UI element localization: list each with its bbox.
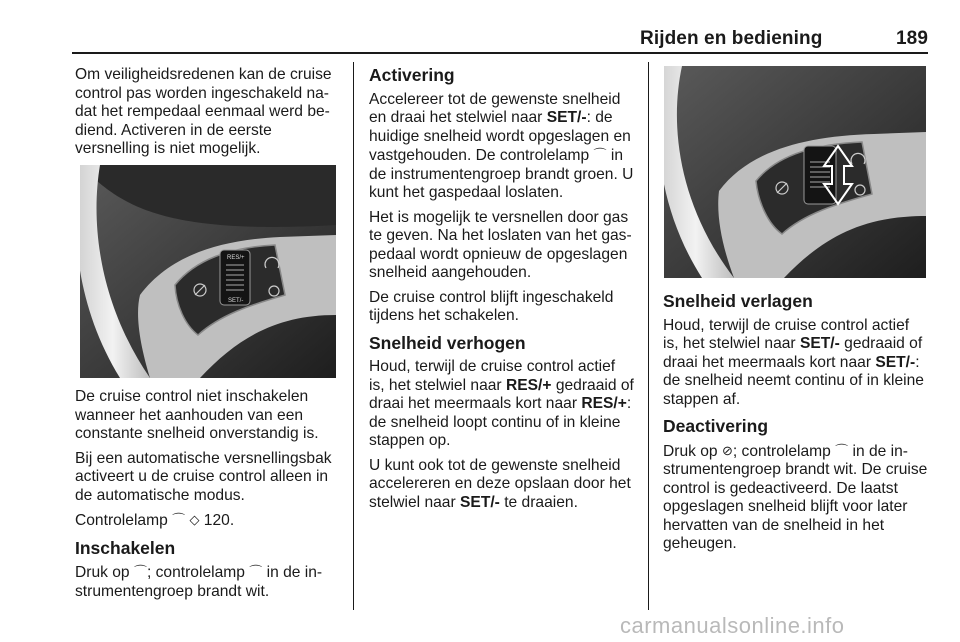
cancel-icon: ⊘ bbox=[721, 442, 733, 458]
cruise-control-icon: ⌒ bbox=[835, 442, 849, 458]
column-divider bbox=[353, 62, 354, 610]
heading-inschakelen: Inschakelen bbox=[75, 537, 176, 558]
page-reference-icon: ◇ bbox=[189, 512, 200, 527]
cruise-control-icon: ⌒ bbox=[249, 564, 263, 579]
column-2 bbox=[369, 66, 635, 518]
activering-paragraph: Accelereer tot de gewenste snelheid en draai het stelwiel naar SET/-: de huidige snelheid wordt opgeslagen en vastgehouden. De controlelamp ⌒ in de instrumentengroep brandt groen. U kunt het gaspedaal loslaten. bbox=[369, 90, 634, 201]
cruise-control-icon: ⌒ bbox=[593, 147, 607, 162]
column-1-lower bbox=[75, 388, 341, 607]
inschakelen-paragraph: Druk op ⌒; controlelamp ⌒ in de in-strumentengroep brandt wit. bbox=[75, 564, 323, 600]
paragraph: De cruise control blijft ingeschakeld tijdens het schakelen. bbox=[369, 288, 614, 324]
paragraph: Bij een automatische versnellingsbak activeert u de cruise control alleen in de automatische modus. bbox=[75, 449, 332, 504]
set-label: SET/- bbox=[228, 298, 244, 304]
heading-activering: Activering bbox=[369, 65, 455, 85]
page-header bbox=[640, 28, 928, 50]
verlagen-paragraph: Houd, terwijl de cruise control actief is, het stelwiel naar SET/- gedraaid of draai het meermaals kort naar SET/-: de snelheid neemt continu of in kleine stappen af. bbox=[663, 316, 924, 408]
paragraph: Het is mogelijk te versnellen door gas te geven. Na het loslaten van het gas-pedaal wordt opnieuw de opgeslagen snelheid aangehouden. bbox=[369, 208, 632, 281]
header-rule bbox=[72, 52, 928, 54]
verhogen-paragraph: Houd, terwijl de cruise control actief is, het stelwiel naar RES/+ gedraaid of draai het meermaals kort naar RES/+: de snelheid loopt continu of in kleine stappen op. bbox=[369, 358, 634, 449]
watermark: carmanualsonline.info bbox=[620, 613, 845, 638]
column-divider bbox=[648, 62, 649, 610]
heading-snelheid-verlagen: Snelheid verlagen bbox=[663, 291, 813, 311]
cruise-control-icon: ⌒ bbox=[133, 564, 147, 579]
paragraph: De cruise control niet inschakelen wanneer het aanhouden van een constante snelheid onverstandig is. bbox=[75, 388, 319, 442]
paragraph: U kunt ook tot de gewenste snelheid accelereren en deze opslaan door het stelwiel naar SET/- te draaien. bbox=[369, 456, 631, 511]
column-1 bbox=[75, 66, 341, 165]
steering-wheel-figure-1 bbox=[80, 165, 336, 378]
deactivering-paragraph: Druk op ⊘; controlelamp ⌒ in de in-strumentengroep brandt wit. De cruise control is gedeactiveerd. De laatst opgeslagen snelheid blijft voor later hervatten van de snelheid in het geheugen. bbox=[663, 442, 928, 552]
heading-deactivering: Deactivering bbox=[663, 416, 769, 436]
steering-wheel-figure-2 bbox=[664, 66, 926, 278]
controlelamp-line: Controlelamp ⌒ ◇ 120. bbox=[75, 512, 235, 529]
column-3 bbox=[663, 292, 929, 560]
page-number: 189 bbox=[895, 28, 928, 49]
heading-snelheid-verhogen: Snelheid verhogen bbox=[369, 332, 526, 353]
section-title: Rijden en bediening bbox=[640, 28, 823, 49]
intro-paragraph: Om veiligheidsredenen kan de cruise control pas worden ingeschakeld na-dat het rempedaal eenmaal werd be-diend. Activeren in de eerste versnelling is niet mogelijk. bbox=[75, 66, 332, 157]
res-label: RES/+ bbox=[227, 255, 245, 261]
cruise-control-icon: ⌒ bbox=[172, 512, 186, 527]
